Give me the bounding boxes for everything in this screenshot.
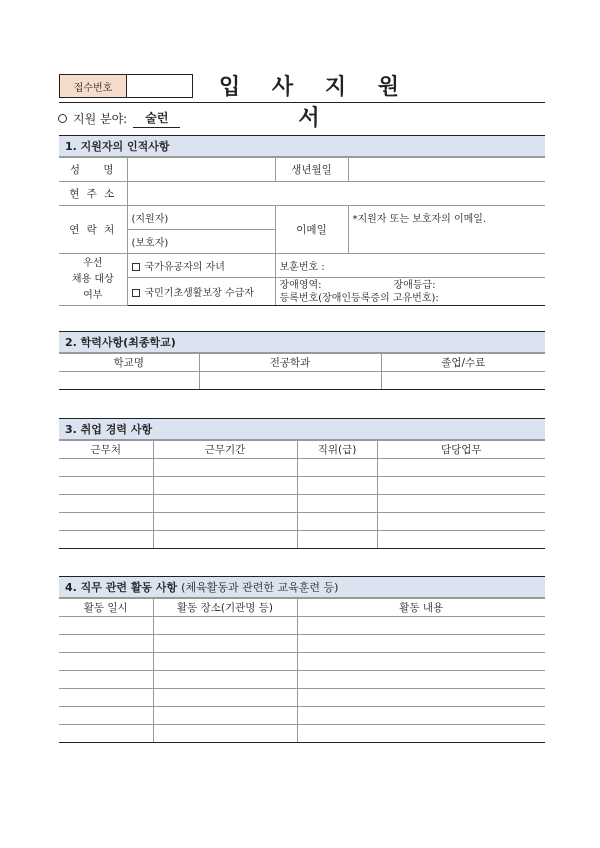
cell[interactable] [59, 671, 153, 689]
table-row [59, 495, 545, 513]
cell[interactable] [297, 635, 545, 653]
col-activity-content: 활동 내용 [297, 599, 545, 617]
cell[interactable] [297, 513, 377, 531]
cell[interactable] [59, 689, 153, 707]
cell[interactable] [153, 707, 297, 725]
table-row [59, 725, 545, 743]
table-row [59, 617, 545, 635]
form-title: 입 사 지 원 서 [219, 75, 411, 131]
guardian-phone-field[interactable]: (보호자) [127, 230, 275, 254]
cell[interactable] [153, 495, 297, 513]
option-veteran-child-label: 국가유공자의 자녀 [144, 262, 225, 273]
cell[interactable] [59, 617, 153, 635]
applicant-phone-field[interactable]: (지원자) [127, 206, 275, 230]
cell[interactable] [153, 477, 297, 495]
col-position: 직위(급) [297, 441, 377, 459]
education-table [59, 353, 545, 390]
cell[interactable] [59, 707, 153, 725]
section3-title: 3. 취업 경력 사항 [65, 423, 153, 436]
checkbox-icon[interactable] [132, 289, 140, 297]
circle-bullet-icon [58, 114, 67, 123]
table-row [59, 477, 545, 495]
contact-label: 연 락 처 [59, 206, 127, 254]
address-label: 현 주 소 [59, 182, 127, 206]
table-row [59, 513, 545, 531]
col-duties: 담당업무 [377, 441, 545, 459]
section4-header [59, 576, 545, 598]
col-activity-place: 활동 장소(기관명 등) [153, 599, 297, 617]
section1-title: 1. 지원자의 인적사항 [65, 140, 170, 153]
col-graduation: 졸업/수료 [381, 354, 545, 372]
cell[interactable] [153, 653, 297, 671]
col-workplace: 근무처 [59, 441, 153, 459]
name-field[interactable] [127, 158, 275, 182]
cell[interactable] [153, 725, 297, 743]
cell[interactable] [153, 635, 297, 653]
major-field[interactable] [199, 372, 381, 390]
option-veteran-child[interactable] [127, 254, 275, 278]
cell[interactable] [153, 689, 297, 707]
col-work-period: 근무기간 [153, 441, 297, 459]
cell[interactable] [377, 495, 545, 513]
cell[interactable] [377, 477, 545, 495]
priority-label-line1: 우선 [83, 257, 103, 269]
birth-field[interactable] [348, 158, 545, 182]
cell[interactable] [297, 725, 545, 743]
cell[interactable] [59, 653, 153, 671]
receipt-number-box [59, 74, 193, 98]
career-table [59, 440, 545, 549]
cell[interactable] [297, 689, 545, 707]
cell[interactable] [59, 725, 153, 743]
apply-field-value[interactable]: 술런 [133, 109, 180, 128]
section3-header [59, 418, 545, 440]
option-basic-livelihood-label: 국민기초생활보장 수급자 [144, 288, 254, 299]
col-activity-date: 활동 일시 [59, 599, 153, 617]
address-field[interactable] [127, 182, 545, 206]
table-row [59, 707, 545, 725]
col-major: 전공학과 [199, 354, 381, 372]
registration-number-label: 등록번호(장애인등록증의 고유번호): [279, 292, 439, 304]
cell[interactable] [59, 495, 153, 513]
activity-table [59, 598, 545, 743]
cell[interactable] [297, 477, 377, 495]
email-label: 이메일 [275, 206, 348, 254]
name-label: 성 명 [59, 158, 127, 182]
cell[interactable] [297, 707, 545, 725]
section4-title: 4. 직무 관련 활동 사항 [65, 581, 178, 594]
cell[interactable] [59, 531, 153, 549]
table-row [59, 635, 545, 653]
cell[interactable] [377, 459, 545, 477]
cell[interactable] [297, 671, 545, 689]
section2-header [59, 331, 545, 353]
section1-header [59, 135, 545, 157]
graduation-field[interactable] [381, 372, 545, 390]
cell[interactable] [153, 531, 297, 549]
birth-label: 생년월일 [275, 158, 348, 182]
disability-grade-label: 장애등급: [393, 279, 436, 291]
receipt-number-label: 접수번호 [60, 75, 127, 97]
disability-area-label: 장애영역: [279, 279, 322, 291]
priority-label [59, 254, 127, 306]
receipt-number-field[interactable] [127, 75, 192, 97]
cell[interactable] [377, 513, 545, 531]
veteran-number-field[interactable]: 보훈번호 : [275, 254, 545, 278]
cell[interactable] [377, 531, 545, 549]
section2-title: 2. 학력사항(최종학교) [65, 336, 176, 349]
section4-subtitle: (체육활동과 관련한 교육훈련 등) [181, 581, 339, 594]
apply-field-label: 지원 분야: [73, 112, 128, 126]
cell[interactable] [59, 477, 153, 495]
checkbox-icon[interactable] [132, 263, 140, 271]
cell[interactable] [297, 531, 377, 549]
cell[interactable] [59, 459, 153, 477]
table-row [59, 653, 545, 671]
cell[interactable] [297, 653, 545, 671]
cell[interactable] [153, 617, 297, 635]
cell[interactable] [59, 513, 153, 531]
cell[interactable] [297, 459, 377, 477]
school-name-field[interactable] [59, 372, 199, 390]
header-divider [59, 102, 545, 103]
priority-label-line3: 여부 [83, 289, 103, 301]
apply-field-row [58, 109, 180, 128]
table-row [59, 671, 545, 689]
cell[interactable] [153, 671, 297, 689]
col-school-name: 학교명 [59, 354, 199, 372]
cell[interactable] [297, 495, 377, 513]
table-row [59, 459, 545, 477]
option-basic-livelihood[interactable] [127, 278, 275, 306]
cell[interactable] [297, 617, 545, 635]
table-row [59, 689, 545, 707]
cell[interactable] [153, 513, 297, 531]
personal-info-table [59, 157, 545, 306]
priority-label-line2: 채용 대상 [71, 273, 114, 285]
disability-info[interactable] [275, 278, 545, 306]
cell[interactable] [153, 459, 297, 477]
email-field[interactable]: *지원자 또는 보호자의 이메일. [348, 206, 545, 254]
cell[interactable] [59, 635, 153, 653]
table-row [59, 531, 545, 549]
